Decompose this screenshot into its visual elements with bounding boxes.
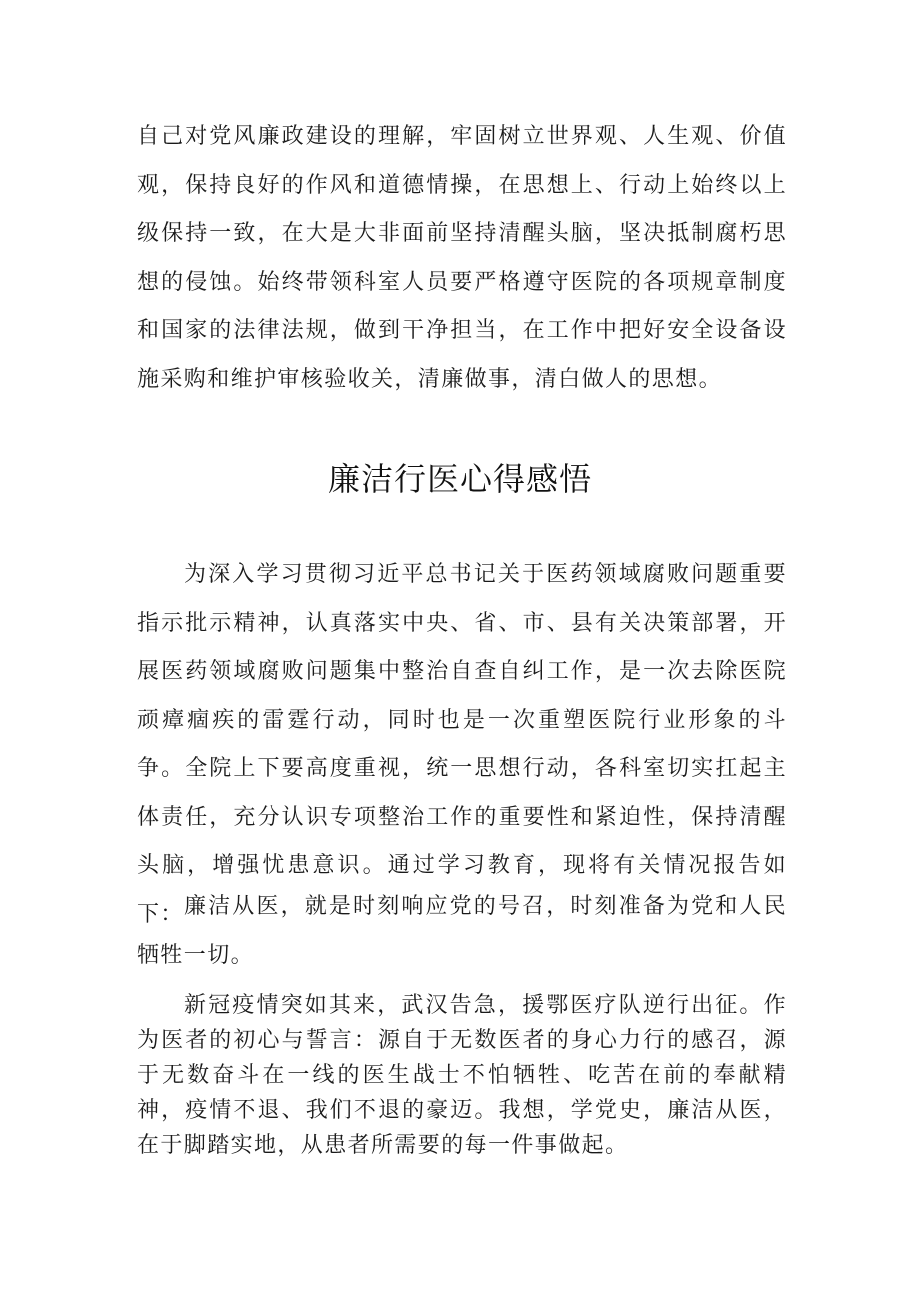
continuation-paragraph: 自己对党风廉政建设的理解，牢固树立世界观、人生观、价值观，保持良好的作风和道德情操，在思想上、行动上始终以上级保持一致，在大是大非面前坚持清醒头脑，坚决抵制腐朽思想的侵蚀。始终带领科室人员要严格遵守医院的各项规章制度和国家的法律法规，做到干净担当，在工作中把好安全设备设施采购和维护审核验收关，清廉做事，清白做人的思想。 [137,124,787,392]
paragraph-epidemic: 新冠疫情突如其来，武汉告急，援鄂医疗队逆行出征。作为医者的初心与誓言：源自于无数医者的身心力行的感召，源于无数奋斗在一线的医生战士不怕牺牲、吃苦在前的奉献精神，疫情不退、我们不退的豪迈。我想，学党史，廉洁从医，在于脚踏实地，从患者所需要的每一件事做起。 [137,993,787,1158]
paragraph-clean-practice: 廉洁从医，就是时刻响应党的号召，时刻准备为党和人民牺牲一切。 [137,894,787,968]
paragraph-introduction: 为深入学习贯彻习近平总书记关于医药领域腐败问题重要指示批示精神，认真落实中央、省、市、县有关决策部署，开展医药领域腐败问题集中整治自查自纠工作，是一次去除医院顽瘴痼疾的雷霆行动，同时也是一次重塑医院行业形象的斗争。全院上下要高度重视，统一思想行动，各科室切实扛起主体责任，充分认识专项整治工作的重要性和紧迫性，保持清醒头脑，增强忧患意识。通过学习教育，现将有关情况报告如下： [137,562,787,927]
document-title: 廉洁行医心得感悟 [327,460,592,498]
